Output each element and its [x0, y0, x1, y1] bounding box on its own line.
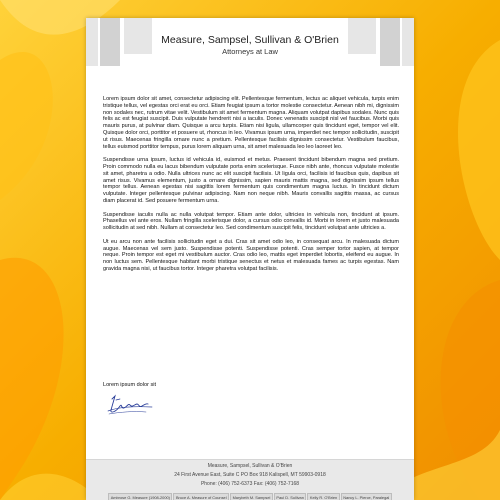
firm-name-heading: Measure, Sampsel, Sullivan & O'Brien	[161, 34, 339, 46]
closing-line: Lorem ipsum dolor sit	[103, 382, 157, 388]
staff-name: Ambrose G. Measure (1908-2000)	[108, 493, 172, 500]
letter-body	[103, 96, 399, 280]
staff-name: Nancy L. Pierce, Paralegal	[341, 493, 392, 500]
letter-footer	[86, 459, 414, 500]
body-paragraph: Suspendisse urna ipsum, luctus id vehicula id, euismod et metus. Praesent tincidunt bibendum magna sed pretium. Proin commodo nulla eu lacus bibendum vulputate porta enim scelerisque. Fusce nibh ante, rhoncus vulputate molestie sit amet, pharetra a odio. Nulla ultrices nunc ac elit suscipit facilisis. Ut ligula orci, facilisis id faucibus quis, dapibus sit amet risus. Vivamus elementum, justo a ornare dignissim, sapien mauris mattis magna, sed dignissim ipsum tellus tempor tellus. Aenean egestas nisi sagittis lorem fermentum quis condimentum magna luctus. In tincidunt dictum vulputate. Integer pellentesque pulvinar adipiscing. Nam non neque nibh. Mauris convallis sagittis massa, ac cursus diam placerat id. Sed posuere fermentum urna.	[103, 157, 399, 204]
staff-list	[86, 493, 414, 500]
body-paragraph: Lorem ipsum dolor sit amet, consectetur adipiscing elit. Pellentesque fermentum, lectus ac aliquet vehicula, turpis enim tristique tellus, vel egestas orci erat eu orci. Etiam feugiat ipsum a tortor molestie consectetur. Aenean nibh mi, dignissim non sodales nec, rutrum vitae velit. Vestibulum sit amet fermentum magna. Aliquam volutpat dapibus sodales. Nunc quis felis ac est feugiat suscipit. Duis vulputate hendrerit nisi a iaculis. Donec venenatis suscipit nisl vel faucibus. Morbi quis mauris purus, at pulvinar diam. Quisque a arcu turpis. Etiam nisi ligula, ullamcorper quis tincidunt eget, tempor vel elit. Quisque dolor orci, porttitor et posuere ut, rhoncus in leo. Vivamus ipsum urna, imperdiet nec tempor sollicitudin, suscipit ut risus. Maecenas fringilla ornare nunc a pretium. Pellentesque facilisis dignissim consectetur. Vestibulum faucibus, tellus euismod porttitor tempus, purus lorem aliquam urna, sit amet malesuada leo leo laoreet leo.	[103, 96, 399, 150]
footer-address: 24 First Avenue East, Suite C PO Box 918 Kalispell, MT 59903-0918	[174, 471, 326, 478]
letter-page	[86, 18, 414, 500]
staff-name: Marybeth M. Sampsel	[230, 493, 273, 500]
footer-firm-name: Measure, Sampsel, Sullivan & O'Brien	[207, 463, 293, 469]
staff-name: Bruce A. Measure of Counsel	[173, 493, 229, 500]
firm-subtitle: Attorneys at Law	[222, 47, 278, 56]
signature-image	[106, 392, 156, 418]
body-paragraph: Suspendisse iaculis nulla ac nulla volutpat tempor. Etiam ante dolor, ultricies in vehicula non, tincidunt at ipsum. Phasellus vel ante eros. Nullam fringilla scelerisque dolor, a cursus odio convallis id. Morbi in lorem et justo malesuada sollicitudin at sed nibh. Nullam at consectetur leo. Sed condimentum suscipit felis, tincidunt volutpat ante ultricies a.	[103, 211, 399, 232]
body-paragraph: Ut eu arcu non ante facilisis sollicitudin eget a dui. Cras sit amet odio leo, in consequat arcu. In malesuada dictum augue. Maecenas vel sem justo. Suspendisse potenti. Suspendisse potenti. Cras semper tortor sapien, at tempor neque. Proin tempor est eget mi vestibulum auctor. Cras odio leo, mattis eget imperdiet lobortis, eleifend eu augue. In non luctus sem. Pellentesque habitant morbi tristique senectus et netus et malesuada fames ac turpis egestas. Nam gravida magna nisi, ut faucibus tortor. Integer pharetra volutpat facilisis.	[103, 238, 399, 272]
staff-name: Kelly R. O'Brien	[307, 493, 339, 500]
footer-phone-fax: Phone: (406) 752-6373 Fax: (406) 752-7168	[200, 480, 300, 487]
staff-name: Paul D. Sullivan	[274, 493, 306, 500]
letterhead	[86, 18, 414, 66]
